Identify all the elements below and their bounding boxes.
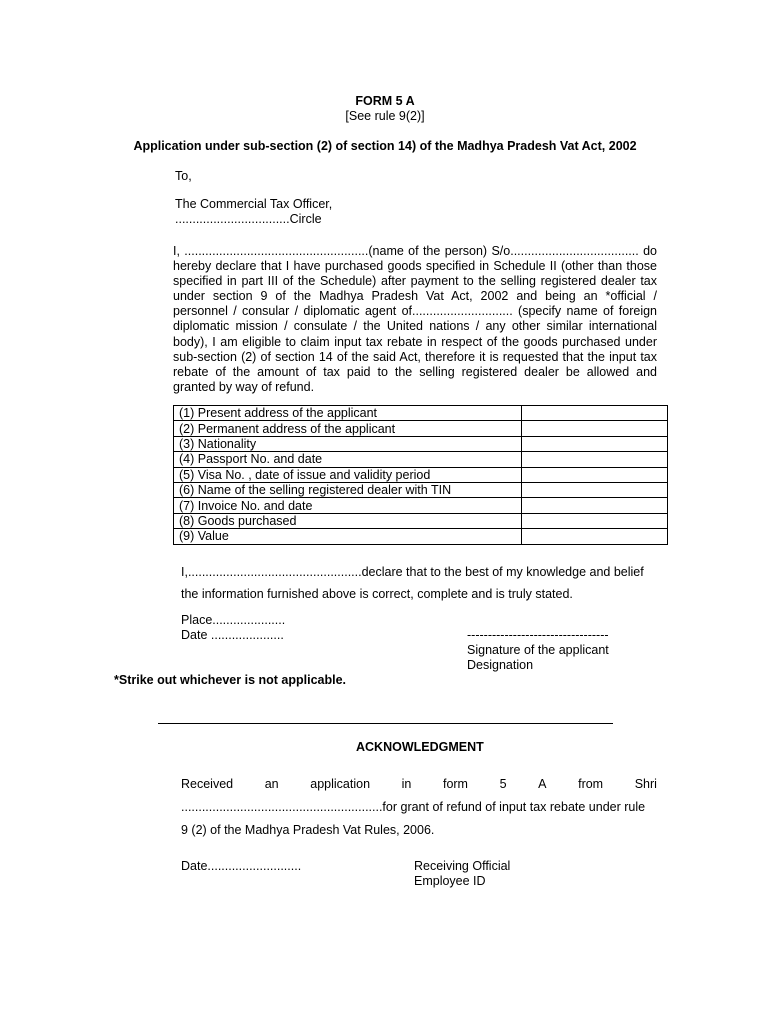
declaration-line: I, .....................................................(name of the person) S/o..................................... do xyxy=(173,244,657,258)
row-value-cell xyxy=(522,529,668,544)
row-value-cell xyxy=(522,436,668,451)
table-row xyxy=(174,529,668,544)
row-value-cell xyxy=(522,467,668,482)
row-label: (7) Invoice No. and date xyxy=(174,498,522,513)
declaration-line: hereby declare that I have purchased goods specified in Schedule II (other than those xyxy=(173,259,657,274)
row-label: (2) Permanent address of the applicant xyxy=(174,421,522,436)
row-label: (8) Goods purchased xyxy=(174,513,522,528)
declaration-line: diplomatic mission / consulate / the United nations / any other similar international xyxy=(173,319,657,334)
ack-word: Shri xyxy=(634,777,657,791)
section-divider xyxy=(158,723,613,724)
table-row xyxy=(174,467,668,482)
row-value-cell xyxy=(522,482,668,497)
receiving-official-label: Receiving Official xyxy=(414,859,511,873)
ack-word: from xyxy=(578,777,604,791)
ack-word: form xyxy=(442,777,468,791)
table-row xyxy=(174,421,668,436)
row-label: (9) Value xyxy=(174,529,522,544)
ack-word: Received xyxy=(181,777,234,791)
officer-label: The Commercial Tax Officer, xyxy=(175,197,333,211)
table-row xyxy=(174,406,668,421)
verification-line-2: the information furnished above is correct, complete and is truly stated. xyxy=(181,587,573,601)
declaration-line: rebate of the amount of tax paid to the selling registered dealer be allowed and xyxy=(173,364,657,379)
to-label: To, xyxy=(175,169,192,183)
applicant-details-table xyxy=(173,405,668,545)
ack-word: 5 xyxy=(499,777,507,791)
acknowledgment-line-1 xyxy=(181,777,657,791)
declaration-line: under section 9 of the Madhya Pradesh Vat Act, 2002 and being an *official / xyxy=(173,289,657,304)
ack-date-field: Date........................... xyxy=(181,859,302,873)
row-label: (5) Visa No. , date of issue and validity period xyxy=(174,467,522,482)
application-title: Application under sub-section (2) of section 14) of the Madhya Pradesh Vat Act, 2002 xyxy=(133,139,637,153)
row-value-cell xyxy=(522,513,668,528)
employee-id-label: Employee ID xyxy=(414,874,486,888)
strike-out-footnote: *Strike out whichever is not applicable. xyxy=(114,673,347,687)
place-field: Place..................... xyxy=(181,613,286,627)
signature-line: ---------------------------------- xyxy=(467,628,609,642)
acknowledgment-line-3: 9 (2) of the Madhya Pradesh Vat Rules, 2006. xyxy=(181,823,435,837)
declaration-line: sub-section (2) of section 14 of the said Act, therefore it is requested that the input tax xyxy=(173,349,657,364)
row-value-cell xyxy=(522,498,668,513)
table-row xyxy=(174,513,668,528)
acknowledgment-line-2: ..........................................................for grant of refund of input tax rebate under rule xyxy=(181,800,646,814)
ack-word: A xyxy=(538,777,547,791)
declaration-line: specified in part III of the Schedule) after payment to the selling registered dealer tax xyxy=(173,274,657,289)
ack-word: an xyxy=(264,777,279,791)
declaration-line: personnel / consular / diplomatic agent of............................. (specify name of foreign xyxy=(173,304,657,319)
table-row xyxy=(174,482,668,497)
table-row xyxy=(174,452,668,467)
row-label: (4) Passport No. and date xyxy=(174,452,522,467)
row-value-cell xyxy=(522,452,668,467)
declaration-line: granted by way of refund. xyxy=(173,379,315,394)
circle-label: .................................Circle xyxy=(175,212,322,226)
row-value-cell xyxy=(522,406,668,421)
declaration-line: body), I am eligible to claim input tax rebate in respect of the goods purchased under xyxy=(173,334,657,349)
signature-label: Signature of the applicant xyxy=(467,643,609,657)
row-label: (6) Name of the selling registered dealer with TIN xyxy=(174,482,522,497)
declaration-paragraph xyxy=(173,244,657,395)
designation-label: Designation xyxy=(467,658,534,672)
rule-reference: [See rule 9(2)] xyxy=(345,109,425,123)
table-row xyxy=(174,436,668,451)
ack-word: in xyxy=(401,777,412,791)
row-value-cell xyxy=(522,421,668,436)
acknowledgment-title: ACKNOWLEDGMENT xyxy=(356,740,484,754)
ack-word: application xyxy=(310,777,371,791)
form-title: FORM 5 A xyxy=(355,94,415,108)
row-label: (3) Nationality xyxy=(174,436,522,451)
date-field: Date ..................... xyxy=(181,628,284,642)
row-label: (1) Present address of the applicant xyxy=(174,406,522,421)
table-row xyxy=(174,498,668,513)
verification-line-1: I,..................................................declare that to the best of my knowledge and belief xyxy=(181,565,644,579)
